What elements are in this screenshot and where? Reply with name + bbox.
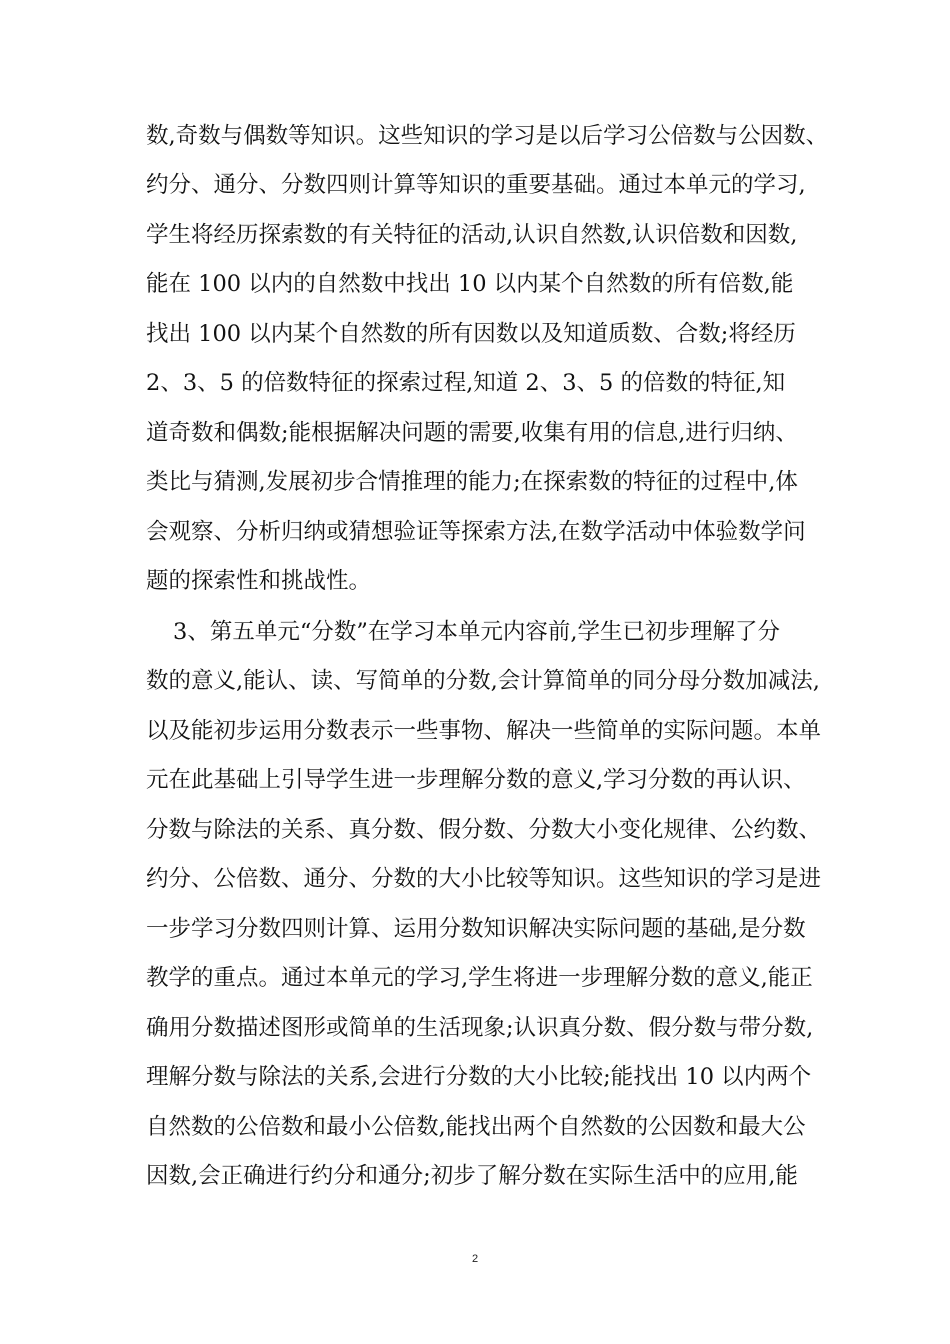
paragraph-1-line-2: 约分、通分、分数四则计算等知识的重要基础。通过本单元的学习, (146, 172, 806, 198)
paragraph-1-line-4: 能在 100 以内的自然数中找出 10 以内某个自然数的所有倍数,能 (146, 271, 794, 297)
paragraph-2-line-10: 理解分数与除法的关系,会进行分数的大小比较;能找出 10 以内两个 (146, 1064, 812, 1090)
paragraph-1-line-9: 会观察、分析归纳或猜想验证等探索方法,在数学活动中体验数学问 (146, 519, 806, 545)
paragraph-2-line-7: 一步学习分数四则计算、运用分数知识解决实际问题的基础,是分数 (146, 916, 806, 942)
paragraph-1-line-5: 找出 100 以内某个自然数的所有因数以及知道质数、合数;将经历 (146, 321, 796, 347)
paragraph-2-line-5: 分数与除法的关系、真分数、假分数、分数大小变化规律、公约数、 (146, 817, 822, 843)
paragraph-2-line-12: 因数,会正确进行约分和通分;初步了解分数在实际生活中的应用,能 (146, 1163, 798, 1189)
paragraph-1-line-1: 数,奇数与偶数等知识。这些知识的学习是以后学习公倍数与公因数、 (146, 123, 829, 149)
paragraph-2-line-4: 元在此基础上引导学生进一步理解分数的意义,学习分数的再认识、 (146, 767, 806, 793)
paragraph-1-line-10: 题的探索性和挑战性。 (146, 568, 372, 594)
paragraph-1-line-8: 类比与猜测,发展初步合情推理的能力;在探索数的特征的过程中,体 (146, 469, 798, 495)
paragraph-1-line-6: 2、3、5 的倍数特征的探索过程,知道 2、3、5 的倍数的特征,知 (146, 370, 786, 396)
paragraph-2-line-2: 数的意义,能认、读、写简单的分数,会计算简单的同分母分数加减法, (146, 668, 820, 694)
paragraph-1-line-3: 学生将经历探索数的有关特征的活动,认识自然数,认识倍数和因数, (146, 222, 798, 248)
paragraph-2-line-3: 以及能初步运用分数表示一些事物、解决一些简单的实际问题。本单 (146, 718, 822, 744)
paragraph-2-line-11: 自然数的公倍数和最小公倍数,能找出两个自然数的公因数和最大公 (146, 1114, 806, 1140)
paragraph-1-line-7: 道奇数和偶数;能根据解决问题的需要,收集有用的信息,进行归纳、 (146, 420, 798, 446)
paragraph-2-line-8: 教学的重点。通过本单元的学习,学生将进一步理解分数的意义,能正 (146, 965, 813, 991)
paragraph-2-line-6: 约分、公倍数、通分、分数的大小比较等知识。这些知识的学习是进 (146, 866, 822, 892)
page-number: 2 (471, 1253, 479, 1265)
paragraph-2-line-9: 确用分数描述图形或简单的生活现象;认识真分数、假分数与带分数, (146, 1015, 814, 1041)
paragraph-2-line-1: 3、第五单元“分数”在学习本单元内容前,学生已初步理解了分 (173, 619, 780, 645)
